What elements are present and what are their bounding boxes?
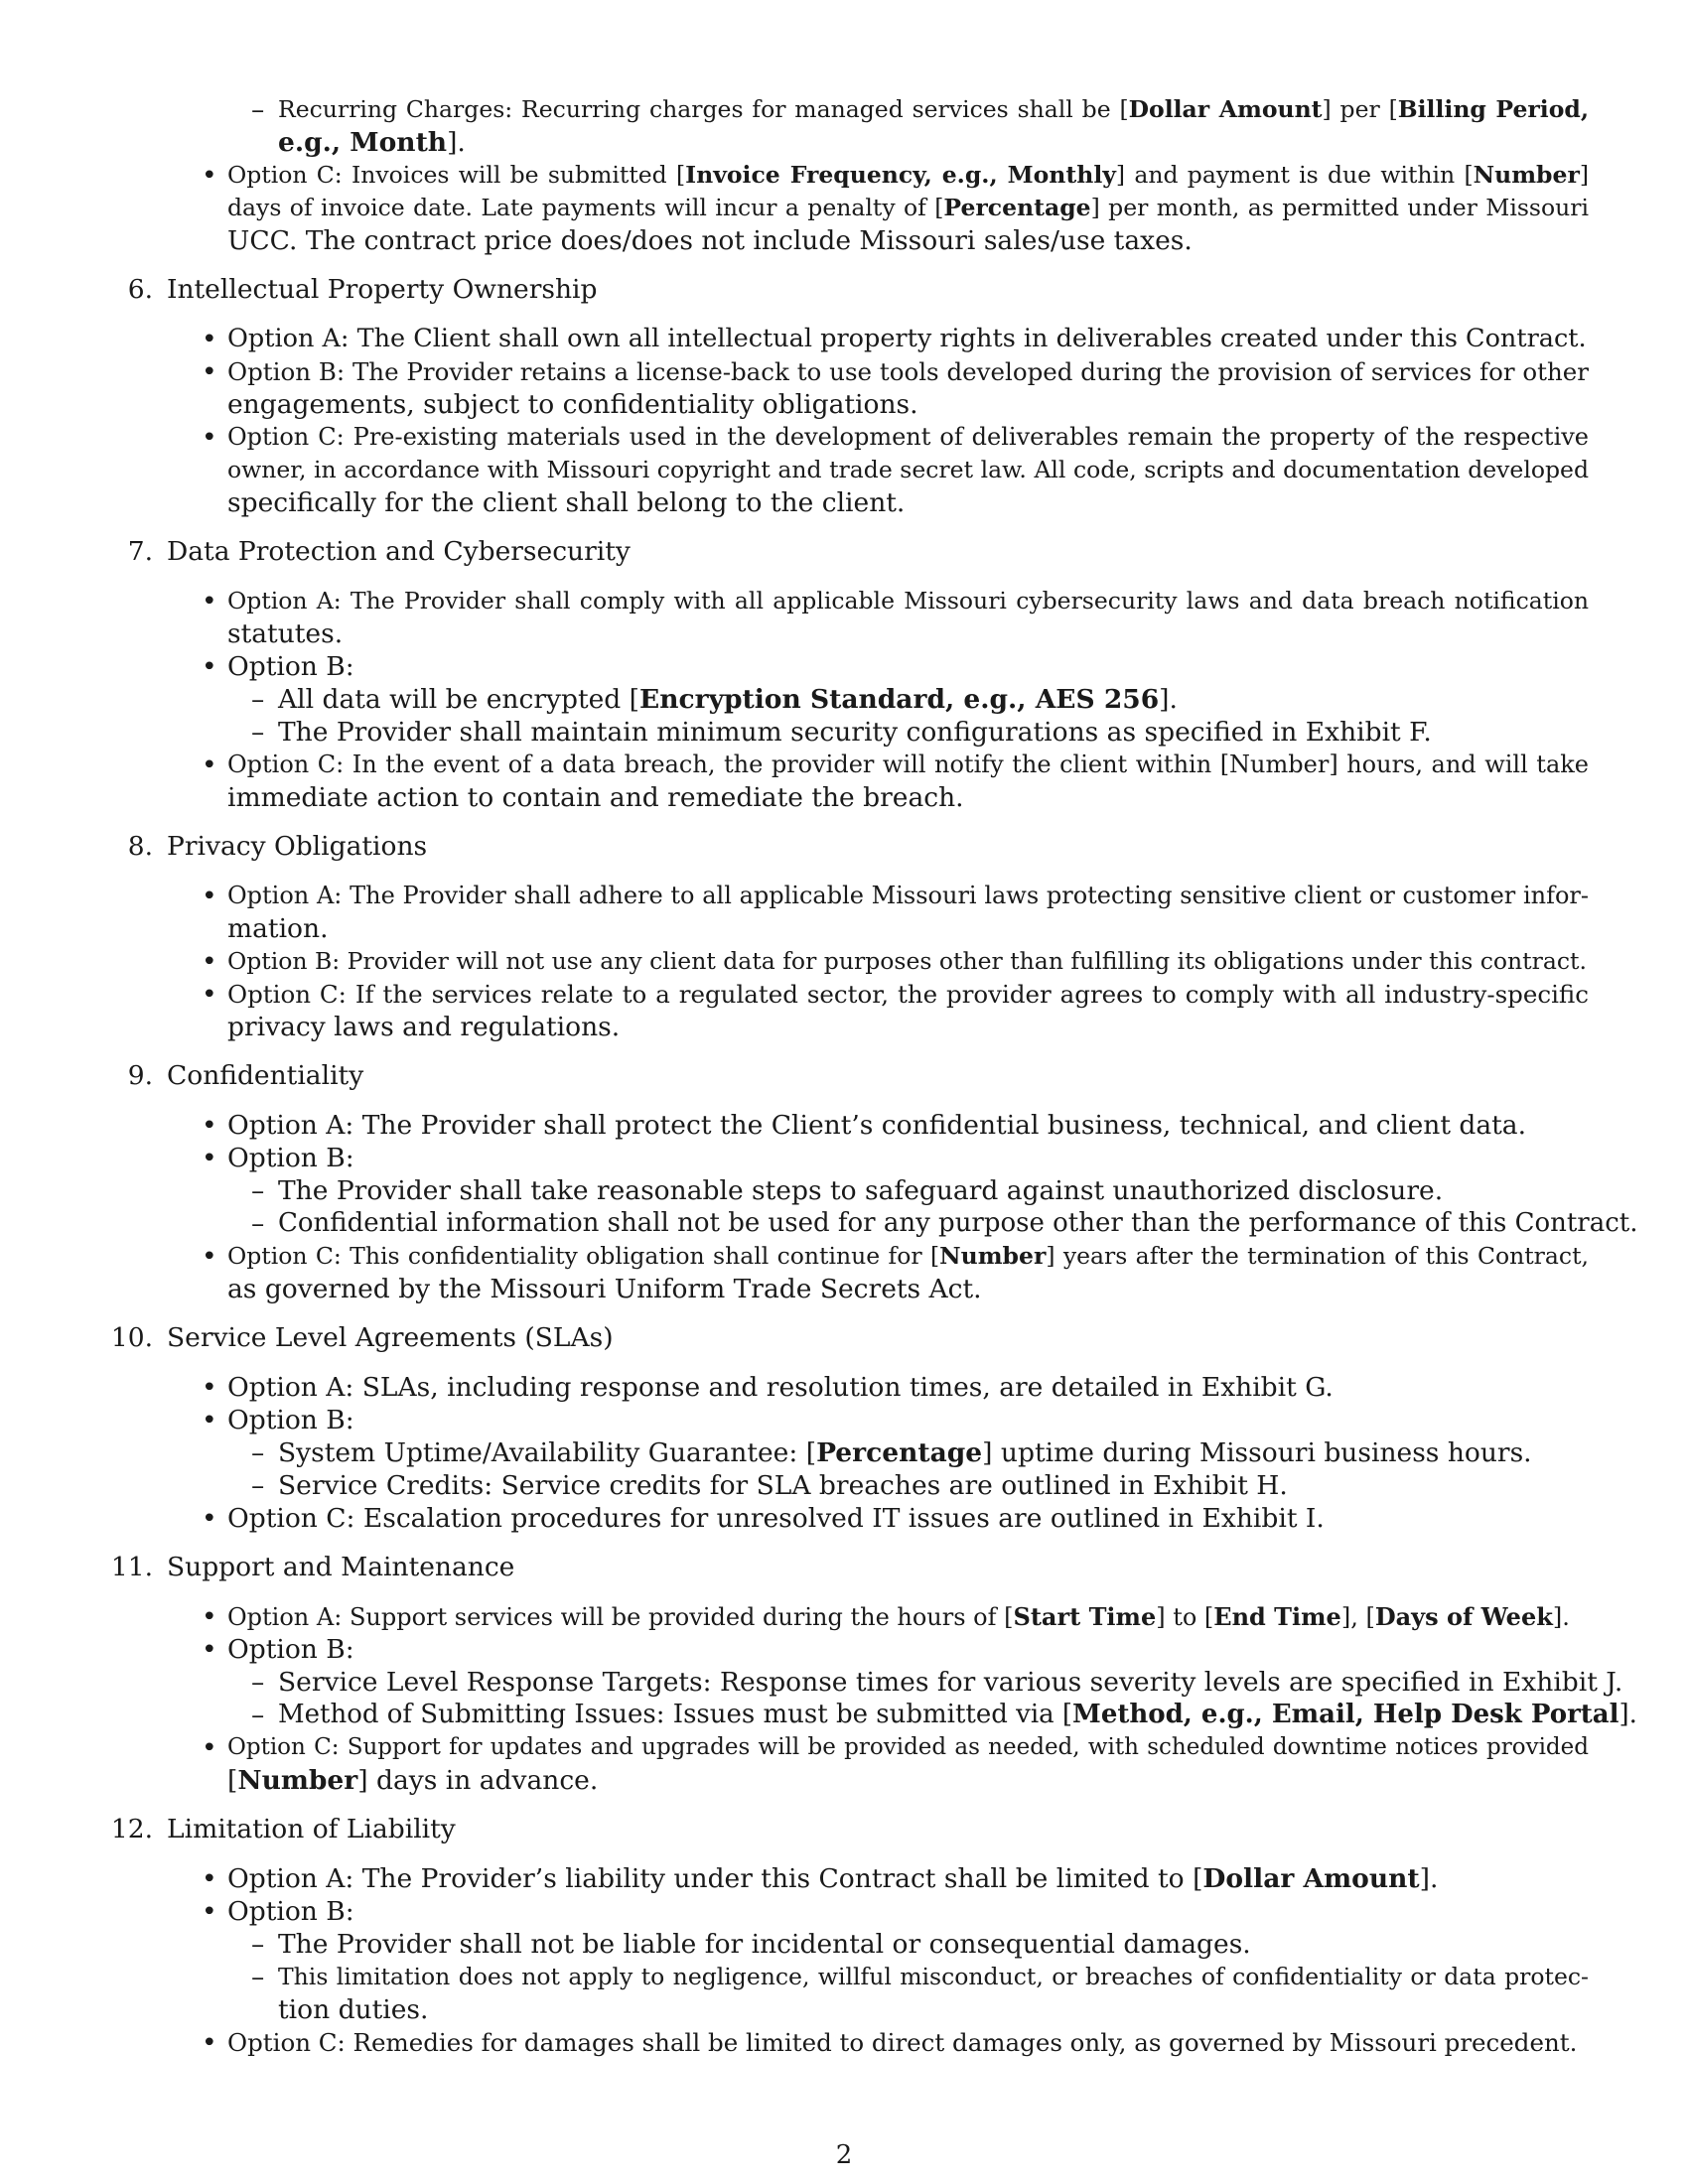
ip-option-b-line-2: engagements, subject to confidentiality obligations. (227, 389, 918, 420)
section-title-liability: Limitation of Liability (167, 1814, 456, 1844)
section-number: 12. (110, 1814, 153, 1844)
dash-marker: – (251, 717, 265, 748)
section-number: 7. (127, 536, 153, 567)
section-title-ip: Intellectual Property Ownership (167, 274, 598, 305)
bullet-marker: • (202, 1405, 217, 1435)
dp-option-c-line-1: Option C: In the event of a data breach, the provider will notify the client within [Number] hours, and will take (227, 751, 1589, 778)
liability-option-b-exceptions-line-1: This limitation does not apply to negligence, willful misconduct, or breaches of confidentiality or data protec- (278, 1963, 1589, 1990)
bullet-marker: • (202, 750, 217, 780)
section-title-support: Support and Maintenance (167, 1552, 515, 1582)
dp-option-b: Option B: (227, 651, 354, 682)
bullet-marker: • (202, 881, 217, 911)
dash-marker: – (251, 684, 265, 715)
section-number: 8. (127, 831, 153, 862)
sla-option-c: Option C: Escalation procedures for unresolved IT issues are outlined in Exhibit I. (227, 1503, 1325, 1534)
liability-option-b-incidental: The Provider shall not be liable for incidental or consequential damages. (278, 1929, 1251, 1960)
bullet-marker: • (202, 979, 217, 1010)
bullet-marker: • (202, 586, 217, 616)
bullet-marker: • (202, 356, 217, 387)
bullet-marker: • (202, 946, 217, 977)
liability-option-a: Option A: The Provider’s liability under this Contract shall be limited to [Dollar Amount]. (227, 1863, 1439, 1894)
bullet-marker: • (202, 1503, 217, 1534)
recurring-charges-line-1: Recurring Charges: Recurring charges for managed services shall be [Dollar Amount] per [Billing Period, (278, 95, 1590, 123)
liability-option-b: Option B: (227, 1896, 354, 1927)
ip-option-b-line-1: Option B: The Provider retains a license-back to use tools developed during the provision of services for other (227, 357, 1589, 386)
dash-marker: – (251, 1700, 265, 1730)
privacy-option-c-line-1: Option C: If the services relate to a regulated sector, the provider agrees to comply with all industry-specific (227, 980, 1589, 1009)
section-number: 6. (127, 274, 153, 305)
privacy-option-b: Option B: Provider will not use any client data for purposes other than fulfilling its obligations under this contract. (227, 947, 1587, 975)
dash-marker: – (251, 1962, 265, 1992)
sla-option-a: Option A: SLAs, including response and resolution times, are detailed in Exhibit G. (227, 1372, 1334, 1403)
bullet-marker: • (202, 324, 217, 354)
bullet-marker: • (202, 1634, 217, 1665)
support-option-c-line-1: Option C: Support for updates and upgrades will be provided as needed, with scheduled downtime notices provided (227, 1734, 1589, 1760)
privacy-option-c-line-2: privacy laws and regulations. (227, 1012, 621, 1042)
bullet-marker: • (202, 1372, 217, 1403)
ip-option-c-line-2: owner, in accordance with Missouri copyright and trade secret law. All code, scripts and documentation developed (227, 456, 1589, 483)
ip-option-a: Option A: The Client shall own all intellectual property rights in deliverables created under this Contract. (227, 324, 1587, 353)
bullet-marker: • (202, 1143, 217, 1173)
bullet-marker: • (202, 1896, 217, 1927)
sla-option-b: Option B: (227, 1405, 354, 1435)
dash-marker: – (251, 1175, 265, 1206)
ip-option-c-line-1: Option C: Pre-existing materials used in the development of deliverables remain the property of the respective (227, 423, 1589, 451)
recurring-charges-line-2: e.g., Month]. (278, 127, 466, 158)
support-option-c-line-2: [Number] days in advance. (227, 1765, 599, 1796)
dash-marker: – (251, 1667, 265, 1698)
dp-option-a-line-1: Option A: The Provider shall comply with all applicable Missouri cybersecurity laws and data breach notification (227, 587, 1589, 614)
support-option-a: Option A: Support services will be provided during the hours of [Start Time] to [End Time], [Days of Week]. (227, 1602, 1570, 1631)
conf-option-a: Option A: The Provider shall protect the Client’s confidential business, technical, and client data. (227, 1110, 1527, 1141)
conf-option-c-line-1: Option C: This confidentiality obligation shall continue for [Number] years after the termination of this Contract, (227, 1242, 1589, 1270)
sla-option-b-uptime: System Uptime/Availability Guarantee: [Percentage] uptime during Missouri business hours. (278, 1437, 1532, 1468)
bullet-marker: • (202, 651, 217, 682)
dp-option-c-line-2: immediate action to contain and remediate the breach. (227, 782, 964, 813)
support-option-b: Option B: (227, 1634, 354, 1665)
bullet-marker: • (202, 1863, 217, 1894)
dp-option-a-line-2: statutes. (227, 618, 344, 649)
conf-option-b: Option B: (227, 1143, 354, 1173)
section-title-privacy: Privacy Obligations (167, 831, 428, 862)
liability-option-c: Option C: Remedies for damages shall be limited to direct damages only, as governed by Missouri precedent. (227, 2028, 1578, 2057)
bullet-marker: • (202, 1241, 217, 1272)
page-number: 2 (835, 2140, 853, 2170)
dash-marker: – (251, 94, 265, 125)
invoice-option-c-line-3: UCC. The contract price does/does not include Missouri sales/use taxes. (227, 225, 1193, 256)
dash-marker: – (251, 1470, 265, 1501)
bullet-marker: • (202, 1732, 217, 1763)
dash-marker: – (251, 1437, 265, 1468)
invoice-option-c-line-2: days of invoice date. Late payments will incur a penalty of [Percentage] per month, as permitted under Missouri (227, 194, 1589, 221)
dash-marker: – (251, 1208, 265, 1239)
section-title-confidentiality: Confidentiality (167, 1060, 364, 1091)
conf-option-c-line-2: as governed by the Missouri Uniform Trade Secrets Act. (227, 1274, 982, 1304)
bullet-marker: • (202, 422, 217, 453)
invoice-option-c-line-1: Option C: Invoices will be submitted [Invoice Frequency, e.g., Monthly] and payment is due within [Number] (227, 161, 1589, 189)
support-option-b-method: Method of Submitting Issues: Issues must be submitted via [Method, e.g., Email, Help Desk Portal]. (278, 1700, 1637, 1729)
dp-option-b-security-config: The Provider shall maintain minimum security configurations as specified in Exhibit F. (278, 717, 1432, 748)
bullet-marker: • (202, 1601, 217, 1632)
bullet-marker: • (202, 2027, 217, 2058)
bullet-marker: • (202, 1110, 217, 1141)
privacy-option-a-line-2: mation. (227, 913, 329, 944)
conf-option-b-safeguard: The Provider shall take reasonable steps to safeguard against unauthorized disclosure. (278, 1175, 1444, 1206)
sla-option-b-credits: Service Credits: Service credits for SLA breaches are outlined in Exhibit H. (278, 1470, 1288, 1501)
section-number: 11. (110, 1552, 153, 1582)
dp-option-b-encryption: All data will be encrypted [Encryption Standard, e.g., AES 256]. (278, 684, 1178, 715)
liability-option-b-exceptions-line-2: tion duties. (278, 1994, 429, 2025)
conf-option-b-use: Confidential information shall not be used for any purpose other than the performance of this Contract. (278, 1208, 1638, 1238)
section-number: 10. (110, 1322, 153, 1353)
section-title-sla: Service Level Agreements (SLAs) (167, 1322, 614, 1353)
privacy-option-a-line-1: Option A: The Provider shall adhere to all applicable Missouri laws protecting sensitive client or customer infor- (227, 882, 1589, 909)
bullet-marker: • (202, 160, 217, 191)
section-number: 9. (127, 1060, 153, 1091)
support-option-b-response: Service Level Response Targets: Response times for various severity levels are specified in Exhibit J. (278, 1667, 1623, 1698)
dash-marker: – (251, 1929, 265, 1960)
ip-option-c-line-3: specifically for the client shall belong to the client. (227, 487, 906, 518)
section-title-data-protection: Data Protection and Cybersecurity (167, 536, 631, 567)
